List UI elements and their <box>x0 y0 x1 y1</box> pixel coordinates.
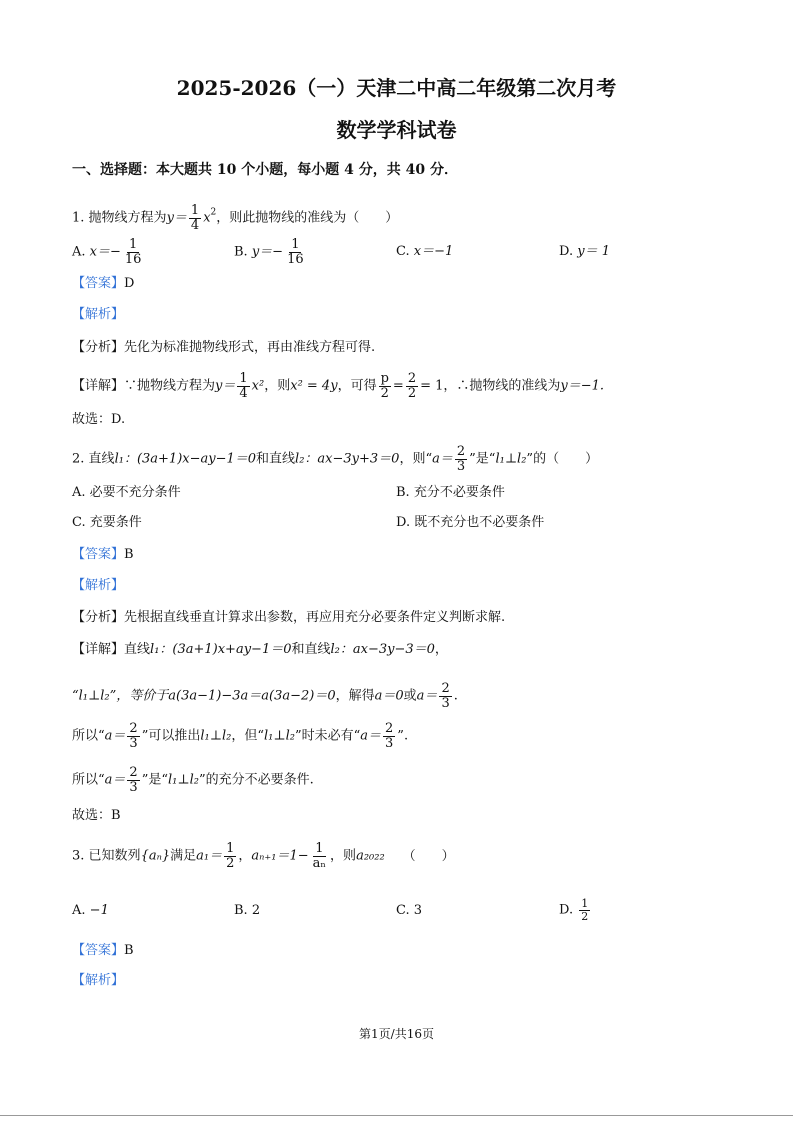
question-1-stem <box>72 204 398 232</box>
question-3-stem: 3. 已知数列{aₙ}满足a₁＝ $\frac{1}{2}$ ，aₙ₊₁＝1− $\frac{1}{\text{aₙ}}$ ，则a₂₀₂₂ （ ） <box>72 841 455 871</box>
q1-detail: 【详解】∵抛物线方程为y＝ $\frac{1}{4}$ x²，则x² = 4y，可得 $\frac{p}{2}$ = $\frac{2}{2}$ = 1，∴抛物线的准线为y＝−1. <box>72 371 605 401</box>
page-bottom-divider <box>0 1115 793 1116</box>
answer-value: D <box>124 276 135 291</box>
math-var: x <box>203 210 211 226</box>
question-text: 抛物线方程为 <box>88 210 167 226</box>
q2-option-b: B. 充分不必要条件 <box>396 485 505 500</box>
q3-option-d: D. $\frac{1}{2}$ <box>559 897 589 923</box>
q1-option-b: B. y＝− $\frac{1}{16}$ <box>234 237 304 267</box>
question-number: 1. <box>72 210 85 226</box>
q2-fenxi: 【分析】先根据直线垂直计算求出参数，再应用充分必要条件定义判断求解. <box>72 610 506 625</box>
q1-answer <box>72 276 134 292</box>
q2-answer: 【答案】B <box>72 547 134 562</box>
answer-tag: 【答案】 <box>72 276 125 291</box>
q3-option-a: A. −1 <box>72 903 109 918</box>
q2-detail-1: 【详解】直线l₁：(3a+1)x+ay−1＝0和直线l₂：ax−3y−3＝0， <box>72 642 448 657</box>
q2-choice: 故选：B <box>72 808 121 823</box>
q2-detail-3: 所以“a＝ $\frac{2}{3}$ ”可以推出l₁⊥l₂，但“l₁⊥l₂”时未必有“a＝ $\frac{2}{3}$ ”. <box>72 721 409 751</box>
exam-subtitle: 数学学科试卷 <box>336 118 457 142</box>
question-2-stem: 2. 直线l₁：(3a+1)x−ay−1＝0和直线l₂：ax−3y+3＝0，则“a＝ $\frac{2}{3}$ ”是“l₁⊥l₂”的（ ） <box>72 444 599 474</box>
q2-detail-2: “l₁⊥l₂”，等价于a(3a−1)−3a＝a(3a−2)＝0，解得a＝0或a＝ $\frac{2}{3}$ . <box>72 681 458 711</box>
q2-detail-4: 所以“a＝ $\frac{2}{3}$ ”是“l₁⊥l₂”的充分不必要条件. <box>72 765 314 795</box>
q1-fenxi: 【分析】先化为标准抛物线形式，再由准线方程可得. <box>72 340 376 355</box>
q2-analysis-tag: 【解析】 <box>72 578 125 593</box>
section-heading: 一、选择题：本大题共 10 个小题，每小题 4 分，共 40 分． <box>72 162 458 178</box>
q1-option-a: A. x＝− $\frac{1}{16}$ <box>72 237 142 267</box>
fraction: $\frac{1}{4}$ <box>190 203 200 233</box>
q3-answer: 【答案】B <box>72 943 134 958</box>
q1-option-d: D. y＝ 1 <box>559 244 610 259</box>
q1-choice: 故选：D. <box>72 412 126 427</box>
q1-option-c: C. x＝−1 <box>396 244 454 259</box>
exam-title: 2025-2026（一）天津二中高二年级第二次月考 <box>176 76 617 100</box>
q3-analysis-tag: 【解析】 <box>72 973 125 988</box>
math-exponent: 2 <box>210 207 217 218</box>
q2-option-c: C. 充要条件 <box>72 515 142 530</box>
q1-analysis-tag: 【解析】 <box>72 307 125 322</box>
question-text: ，则此抛物线的准线为（ ） <box>216 210 399 226</box>
q3-option-b: B. 2 <box>234 903 261 918</box>
page-footer: 第1页/共16页 <box>359 1027 434 1041</box>
math-expr: y＝ <box>166 210 187 226</box>
q2-option-a: A. 必要不充分条件 <box>72 485 181 500</box>
q2-option-d: D. 既不充分也不必要条件 <box>396 515 545 530</box>
q3-option-c: C. 3 <box>396 903 423 918</box>
